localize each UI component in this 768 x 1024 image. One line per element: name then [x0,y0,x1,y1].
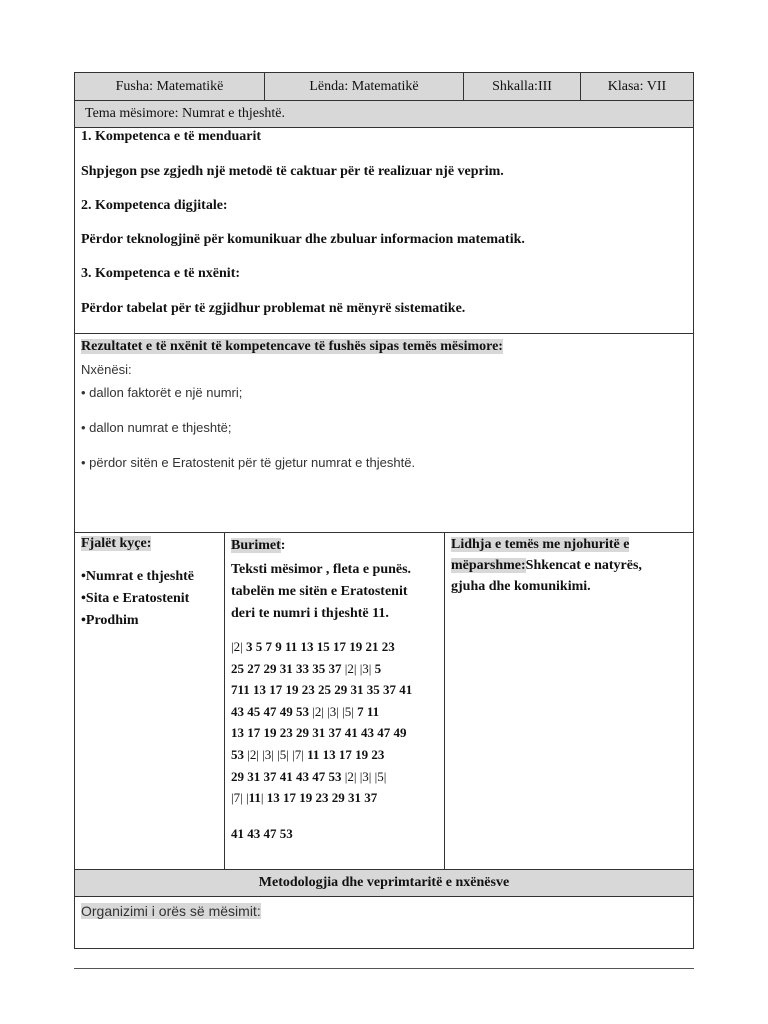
rezultatet-title [81,338,503,356]
fjalet-item: •Numrat e thjeshtë [81,569,194,584]
burimet-title [231,537,285,555]
sequence-line: |7| |11| 13 17 19 23 29 31 37 [231,790,378,806]
sequence-line: 53 |2| |3| |5| |7| 11 13 17 19 23 [231,746,385,762]
sequence-line: 25 27 29 31 33 35 37 |2| |3| 5 [231,660,382,676]
burimet-line: tabelën me sitën e Eratostenit [231,584,408,599]
burimet-colon: : [280,538,286,553]
fjalet-item: •Sita e Eratostenit [81,591,190,606]
kompetenca-2-title: 2. Kompetenca digjitale: [81,198,228,213]
lidhja-title-b: mëparshme: [451,558,526,573]
organizimi-label [81,902,261,920]
table-border-right [693,72,694,949]
col-divider [444,532,445,869]
lenda-label: Lënda: Matematikë [309,79,419,94]
burimet-line: deri te numri i thjeshtë 11. [231,606,389,621]
kompetenca-1-title: 1. Kompetenca e të menduarit [81,129,262,144]
sequence-line: 43 45 47 49 53 |2| |3| |5| 7 11 [231,703,380,719]
lidhja-text-a: Shkencat e natyrës, [525,558,642,573]
row-divider [74,896,694,897]
organizimi-text: Organizimi i orës së mësimit: [81,903,261,919]
kompetenca-3-title: 3. Kompetenca e të nxënit: [81,266,241,281]
kompetenca-3-desc: Përdor tabelat për të zgjidhur problemat në mënyrë sistematike. [81,301,466,316]
sequence-last-line: 41 43 47 53 [231,826,293,841]
rezultatet-title-text: Rezultatet e të nxënit të kompetencave të fushës sipas temës mësimore: [81,339,503,354]
tema-mesimore: Tema mësimore: Numrat e thjeshtë. [85,106,286,121]
footer-rule [74,968,694,969]
lidhja-block [451,534,687,597]
col-divider [224,532,225,869]
table-border-left [74,72,75,949]
kompetenca-1-desc: Shpjegon pse zgjedh një metodë të caktuar për të realizuar një veprim. [81,164,504,179]
lidhja-text-b: gjuha dhe komunikimi. [451,579,591,594]
fjalet-title-text: Fjalët kyçe: [81,536,152,551]
lidhja-title-a: Lidhja e temës me njohuritë e [451,537,630,552]
sequence-line: 711 13 17 19 23 25 29 31 35 37 41 [231,682,413,698]
metodologjia-heading: Metodologjia dhe veprimtaritë e nxënësve [258,875,510,890]
eratostenit-sequence [231,636,437,809]
kompetenca-2-desc: Përdor teknologjinë për komunikuar dhe zbuluar informacion matematik. [81,232,525,247]
klasa-label: Klasa: VII [607,79,667,94]
row-divider [74,333,694,334]
rezultatet-item: • dallon faktorët e një numri; [81,385,243,400]
table-border-bottom [74,948,694,949]
shkalla-label: Shkalla:III [492,79,552,94]
rezultatet-intro: Nxënësi: [81,362,132,377]
fjalet-item: •Prodhim [81,613,139,628]
rezultatet-item: • dallon numrat e thjeshtë; [81,420,232,435]
fjalet-title [81,535,151,553]
sequence-line: 29 31 37 41 43 47 53 |2| |3| |5| [231,768,387,784]
sequence-line: 13 17 19 23 29 31 37 41 43 47 49 [231,725,407,741]
fusha-label: Fusha: Matematikë [115,79,224,94]
rezultatet-item: • përdor sitën e Eratostenit për të gjetur numrat e thjeshtë. [81,455,416,470]
sequence-line: |2| 3 5 7 9 11 13 15 17 19 21 23 [231,639,395,654]
fjalet-list [81,566,194,632]
burimet-title-text: Burimet [231,538,281,553]
burimet-line: Teksti mësimor , fleta e punës. [231,562,412,577]
burimet-lines [231,559,411,625]
row-divider [74,532,694,533]
